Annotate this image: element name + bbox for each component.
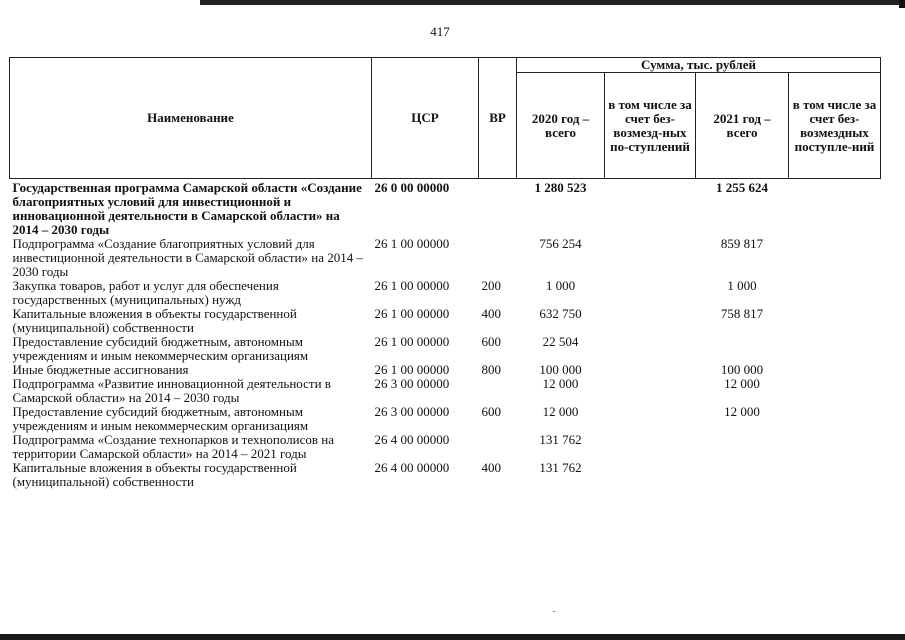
header-2021-total: 2021 год – всего — [696, 73, 789, 179]
header-name: Наименование — [10, 58, 372, 179]
row-name: Подпрограмма «Развитие инновационной деятельности в Самарской области» на 2014 – 2030 годы — [12, 376, 331, 405]
row-csr: 26 0 00 00000 — [374, 180, 450, 195]
row-2021-grants — [789, 433, 881, 461]
header-vr: ВР — [479, 58, 517, 179]
table-row — [10, 179, 881, 238]
row-2021-total: 1 000 — [727, 278, 757, 293]
row-2021-grants — [789, 377, 881, 405]
row-name: Подпрограмма «Создание технопарков и технополисов на территории Самарской области» на 2014 – 2021 годы — [12, 432, 335, 461]
row-2020-total: 12 000 — [542, 404, 579, 419]
header-sum-group: Сумма, тыс. рублей — [517, 58, 881, 73]
header-2020-total: 2020 год – всего — [517, 73, 605, 179]
table-row — [10, 307, 881, 335]
row-vr — [479, 433, 517, 461]
row-csr: 26 3 00 00000 — [374, 404, 450, 419]
row-2021-total: 1 255 624 — [716, 180, 768, 195]
row-2020-grants — [605, 335, 696, 363]
row-2021-total: 12 000 — [724, 376, 760, 391]
row-2020-total: 1 000 — [545, 278, 576, 293]
row-name: Иные бюджетные ассигнования — [12, 362, 189, 377]
row-csr: 26 1 00 00000 — [374, 334, 450, 349]
row-csr: 26 3 00 00000 — [374, 376, 450, 391]
row-2020-total: 632 750 — [539, 306, 582, 321]
row-vr: 400 — [481, 460, 501, 475]
row-name: Предоставление субсидий бюджетным, автономным учреждениям и иным некоммерческим организациям — [12, 404, 309, 433]
header-2021-grants: в том числе за счет без-возмездных поступле-ний — [789, 73, 881, 179]
row-2020-grants — [605, 279, 696, 307]
row-2020-grants — [605, 377, 696, 405]
header-csr: ЦСР — [372, 58, 479, 179]
row-2020-grants — [605, 405, 696, 433]
table-row — [10, 363, 881, 377]
row-2021-grants — [789, 237, 881, 279]
row-2020-total: 131 762 — [539, 432, 582, 447]
table-row — [10, 377, 881, 405]
row-2021-grants — [789, 461, 881, 489]
row-2021-grants — [789, 307, 881, 335]
row-2020-total: 756 254 — [539, 236, 582, 251]
table-row — [10, 461, 881, 489]
row-2021-total — [696, 461, 789, 489]
row-name: Государственная программа Самарской области «Создание благоприятных условий для инвестиционной и инновационной деятельности в Самарской области» на 2014 – 2030 годы — [12, 180, 362, 237]
row-csr: 26 1 00 00000 — [374, 236, 450, 251]
table-row — [10, 279, 881, 307]
row-2020-grants — [605, 433, 696, 461]
row-vr: 600 — [481, 334, 501, 349]
row-2021-grants — [789, 279, 881, 307]
row-2021-total: 758 817 — [720, 306, 764, 321]
row-2020-total: 131 762 — [539, 460, 582, 475]
row-2020-grants — [605, 363, 696, 377]
row-2020-grants — [605, 237, 696, 279]
row-2020-total: 1 280 523 — [534, 180, 587, 195]
row-2021-grants — [789, 363, 881, 377]
row-csr: 26 4 00 00000 — [374, 432, 450, 447]
row-2020-grants — [605, 307, 696, 335]
page-number: 417 — [430, 24, 450, 39]
table-row — [10, 433, 881, 461]
budget-table — [9, 57, 881, 489]
row-2021-grants — [789, 179, 881, 238]
row-csr: 26 1 00 00000 — [374, 306, 450, 321]
row-name: Капитальные вложения в объекты государственной (муниципальной) собственности — [12, 460, 297, 489]
row-2020-grants — [605, 179, 696, 238]
row-vr — [479, 377, 517, 405]
row-name: Закупка товаров, работ и услуг для обеспечения государственных (муниципальных) нужд — [12, 278, 279, 307]
row-2021-total: 859 817 — [720, 236, 764, 251]
scan-speck — [553, 611, 555, 612]
scan-edge-bottom — [0, 634, 905, 640]
row-2020-grants — [605, 461, 696, 489]
row-2021-grants — [789, 405, 881, 433]
row-2021-total: 12 000 — [724, 404, 760, 419]
scan-edge-top — [0, 0, 905, 5]
row-2020-total: 100 000 — [539, 362, 582, 377]
table-row — [10, 335, 881, 363]
row-vr — [479, 179, 517, 238]
row-2020-total: 12 000 — [542, 376, 579, 391]
table-row — [10, 405, 881, 433]
row-vr: 800 — [481, 362, 501, 377]
row-csr: 26 1 00 00000 — [374, 278, 450, 293]
row-2020-total: 22 504 — [542, 334, 579, 349]
row-vr — [479, 237, 517, 279]
row-vr: 600 — [481, 404, 501, 419]
row-name: Предоставление субсидий бюджетным, автономным учреждениям и иным некоммерческим организациям — [12, 334, 309, 363]
scan-edge-mark — [899, 0, 905, 8]
row-2021-total: 100 000 — [720, 362, 764, 377]
row-2021-total — [696, 433, 789, 461]
row-2021-grants — [789, 335, 881, 363]
row-csr: 26 4 00 00000 — [374, 460, 450, 475]
header-2020-grants: в том числе за счет без-возмезд-ных по-ступлений — [605, 73, 696, 179]
row-2021-total — [696, 335, 789, 363]
row-vr: 400 — [481, 306, 501, 321]
row-name: Подпрограмма «Создание благоприятных условий для инвестиционной деятельности в Самарской области» на 2014 – 2030 годы — [12, 236, 363, 279]
row-name: Капитальные вложения в объекты государственной (муниципальной) собственности — [12, 306, 297, 335]
row-vr: 200 — [481, 278, 501, 293]
table-row — [10, 237, 881, 279]
row-csr: 26 1 00 00000 — [374, 362, 450, 377]
